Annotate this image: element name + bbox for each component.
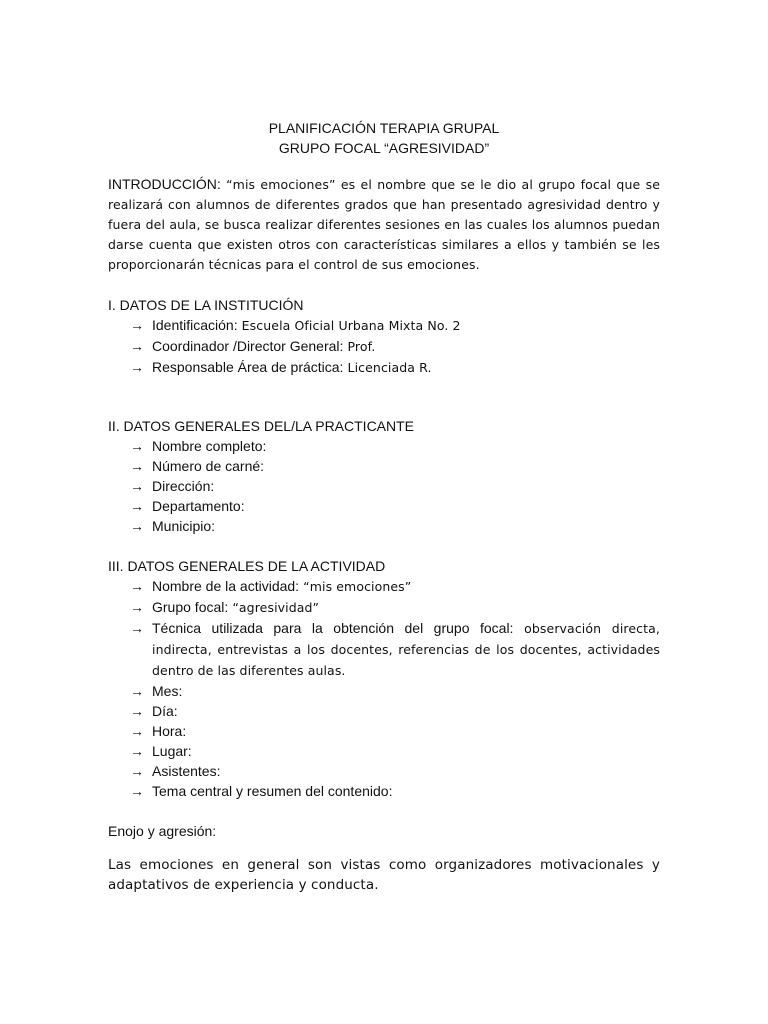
list-item bbox=[108, 315, 660, 336]
arrow-icon: → bbox=[130, 578, 144, 594]
introduction-text: “mis emociones” es el nombre que se le dio al grupo focal que se realizará con alumnos de diferentes grados que han presentado agresividad dentro y fuera del aula, se busca realizar diferentes sesiones en las cuales los alumnos puedan darse cuenta que existen otros con características similares a ellos y también se les proporcionarán técnicas para el control de sus emociones. bbox=[108, 177, 660, 272]
item-label: Mes: bbox=[152, 683, 183, 699]
arrow-icon: → bbox=[130, 317, 144, 333]
item-value: Licenciada R. bbox=[343, 360, 432, 375]
list-item bbox=[108, 597, 660, 618]
section-institution bbox=[108, 295, 660, 378]
section-practicante bbox=[108, 416, 660, 536]
arrow-icon: → bbox=[130, 703, 144, 719]
list-item bbox=[108, 357, 660, 378]
document-title-line-2: GRUPO FOCAL “AGRESIVIDAD” bbox=[278, 140, 490, 156]
introduction-label: INTRODUCCIÓN: bbox=[108, 176, 221, 192]
section-actividad bbox=[108, 556, 660, 801]
item-label: Nombre de la actividad: bbox=[152, 578, 300, 594]
enojo-heading: Enojo y agresión: bbox=[108, 823, 217, 839]
item-value: Escuela Oficial Urbana Mixta No. 2 bbox=[237, 318, 461, 333]
item-value: “mis emociones” bbox=[299, 579, 412, 594]
institution-list bbox=[108, 315, 660, 378]
list-item bbox=[108, 701, 660, 721]
arrow-icon: → bbox=[130, 518, 144, 534]
arrow-icon: → bbox=[130, 620, 144, 636]
item-label: Coordinador /Director General: bbox=[152, 338, 344, 354]
arrow-icon: → bbox=[130, 599, 144, 615]
item-label: Identificación: bbox=[152, 317, 238, 333]
arrow-icon: → bbox=[130, 438, 144, 454]
arrow-icon: → bbox=[130, 783, 144, 799]
item-label: Nombre completo: bbox=[152, 438, 267, 454]
item-label: Hora: bbox=[152, 723, 187, 739]
list-item bbox=[108, 336, 660, 357]
item-value: “agresividad” bbox=[228, 600, 320, 615]
introduction-paragraph bbox=[108, 174, 660, 275]
list-item bbox=[108, 681, 660, 701]
list-item bbox=[108, 618, 660, 681]
list-item bbox=[108, 516, 660, 536]
list-item bbox=[108, 436, 660, 456]
item-label: Lugar: bbox=[152, 743, 192, 759]
list-item bbox=[108, 761, 660, 781]
arrow-icon: → bbox=[130, 763, 144, 779]
item-label: Dirección: bbox=[152, 478, 215, 494]
item-label: Grupo focal: bbox=[152, 599, 229, 615]
item-label: Número de carné: bbox=[152, 458, 265, 474]
item-label: Tema central y resumen del contenido: bbox=[152, 783, 393, 799]
actividad-list bbox=[108, 576, 660, 801]
arrow-icon: → bbox=[130, 359, 144, 375]
list-item bbox=[108, 721, 660, 741]
item-label: Responsable Área de práctica: bbox=[152, 359, 344, 375]
list-item bbox=[108, 781, 660, 801]
arrow-icon: → bbox=[130, 683, 144, 699]
practicante-list bbox=[108, 436, 660, 536]
item-value: observación directa, indirecta, entrevistas a los docentes, referencias de los docentes, actividades dentro de las diferentes aulas. bbox=[152, 621, 660, 678]
arrow-icon: → bbox=[130, 458, 144, 474]
list-item bbox=[108, 476, 660, 496]
section-actividad-title: III. DATOS GENERALES DE LA ACTIVIDAD bbox=[108, 558, 386, 574]
arrow-icon: → bbox=[130, 338, 144, 354]
arrow-icon: → bbox=[130, 743, 144, 759]
list-item bbox=[108, 496, 660, 516]
item-value: Prof. bbox=[343, 339, 376, 354]
list-item bbox=[108, 741, 660, 761]
enojo-paragraph: Las emociones en general son vistas como organizadores motivacionales y adaptativos de experiencia y conducta. bbox=[108, 857, 660, 893]
list-item bbox=[108, 576, 660, 597]
item-label: Asistentes: bbox=[152, 763, 221, 779]
item-label: Departamento: bbox=[152, 498, 245, 514]
arrow-icon: → bbox=[130, 498, 144, 514]
document-title-line-1: PLANIFICACIÓN TERAPIA GRUPAL bbox=[268, 120, 500, 136]
section-practicante-title: II. DATOS GENERALES DEL/LA PRACTICANTE bbox=[108, 418, 415, 434]
section-institution-title: I. DATOS DE LA INSTITUCIÓN bbox=[108, 297, 304, 313]
arrow-icon: → bbox=[130, 723, 144, 739]
arrow-icon: → bbox=[130, 478, 144, 494]
item-label: Técnica utilizada para la obtención del grupo focal: bbox=[152, 620, 514, 636]
item-label: Día: bbox=[152, 703, 178, 719]
list-item bbox=[108, 456, 660, 476]
item-label: Municipio: bbox=[152, 518, 216, 534]
